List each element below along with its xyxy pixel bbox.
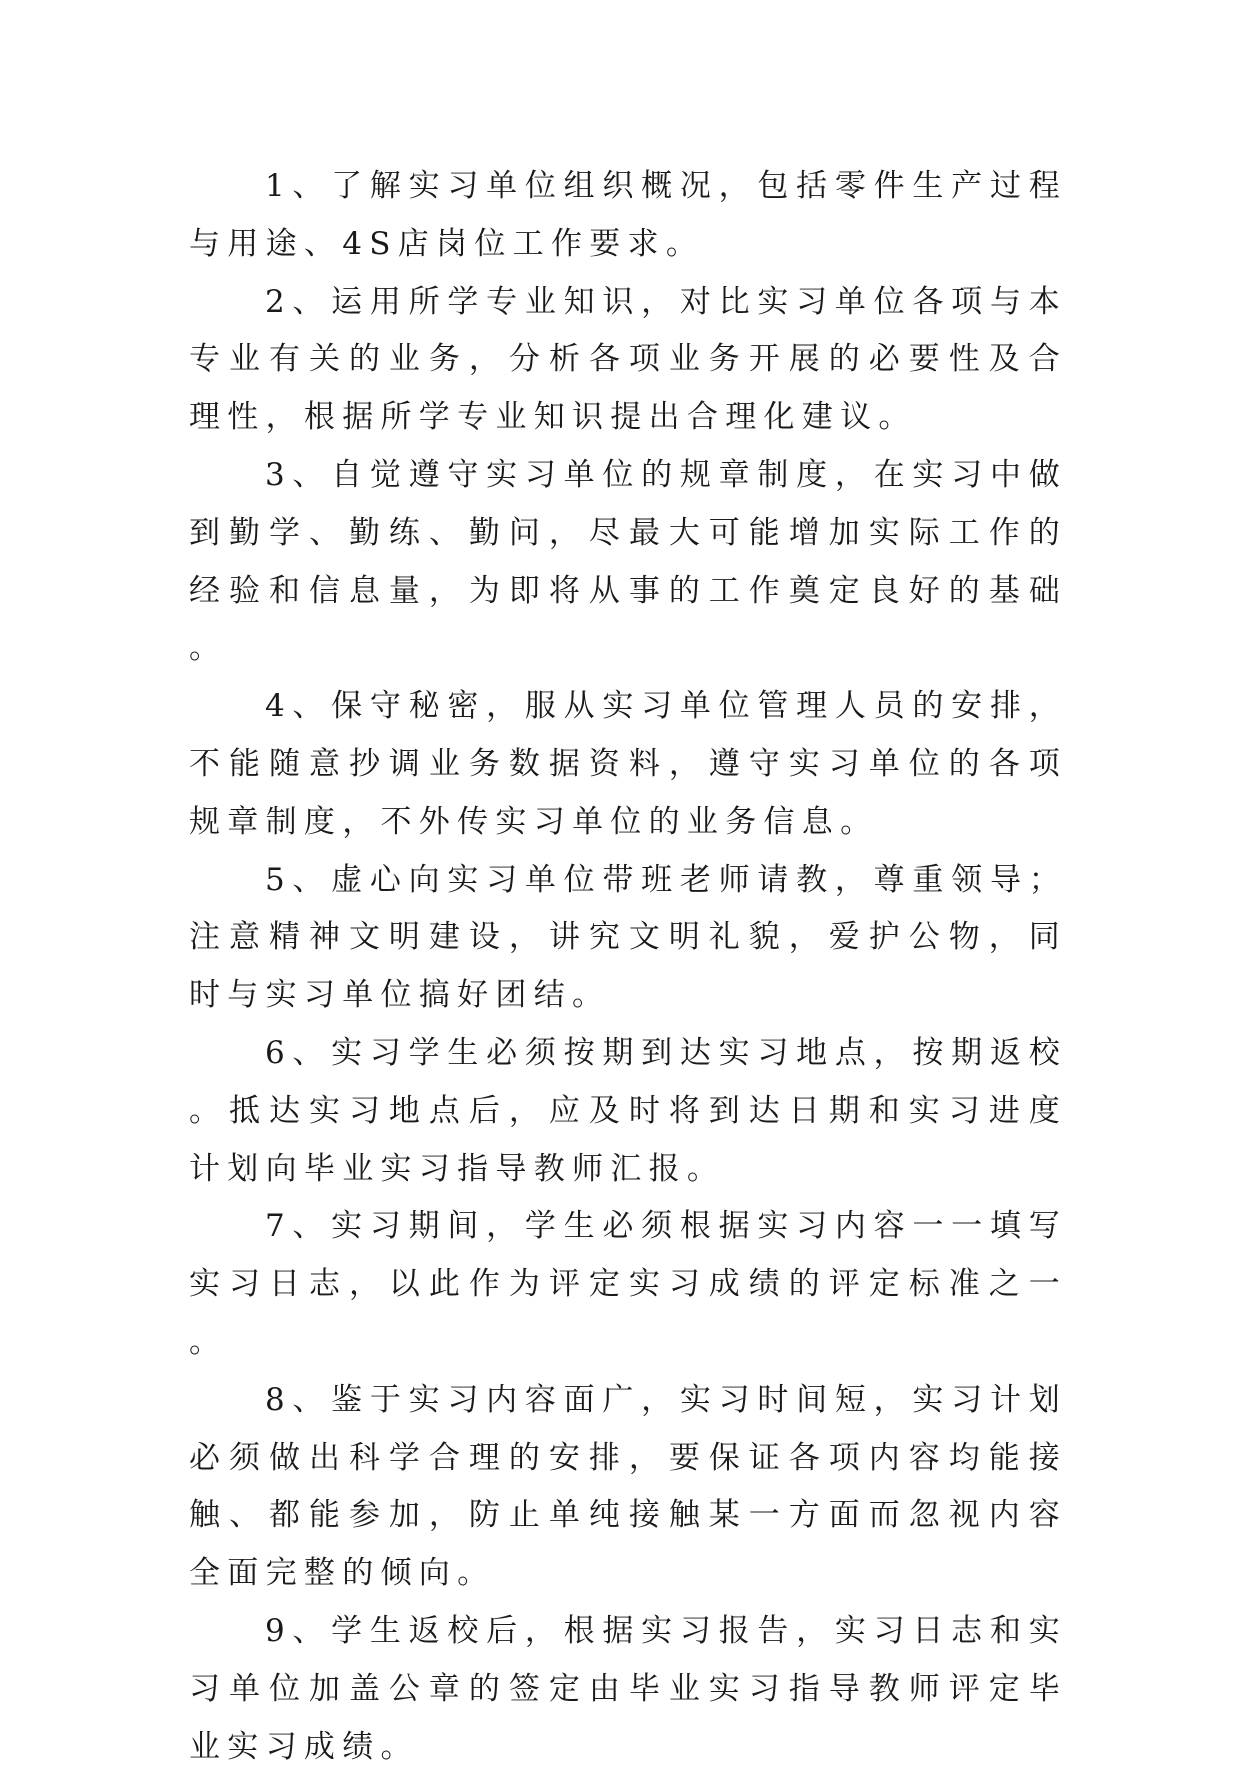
paragraph-1: 1、了解实习单位组织概况，包括零件生产过程与用途、4S店岗位工作要求。 — [189, 168, 1067, 262]
paragraph-9: 9、学生返校后，根据实习报告，实习日志和实习单位加盖公章的签定由毕业实习指导教师评定毕业实习成绩。 — [189, 1612, 1067, 1765]
paragraph-8: 8、鉴于实习内容面广，实习时间短，实习计划必须做出科学合理的安排，要保证各项内容均能接触、都能参加，防止单纯接触某一方面而忽视内容全面完整的倾向。 — [189, 1381, 1067, 1592]
paragraph-5: 5、虚心向实习单位带班老师请教，尊重领导；注意精神文明建设，讲究文明礼貌，爱护公物，同时与实习单位搞好团结。 — [189, 861, 1067, 1014]
paragraph-6: 6、实习学生必须按期到达实习地点，按期返校。抵达实习地点后，应及时将到达日期和实习进度计划向毕业实习指导教师汇报。 — [189, 1034, 1067, 1187]
paragraph-7: 7、实习期间，学生必须根据实习内容一一填写实习日志，以此作为评定实习成绩的评定标准之一。 — [189, 1208, 1067, 1360]
document-body — [189, 158, 1067, 1776]
paragraph-2: 2、运用所学专业知识，对比实习单位各项与本专业有关的业务，分析各项业务开展的必要性及合理性，根据所学专业知识提出合理化建议。 — [189, 283, 1067, 436]
paragraph-4: 4、保守秘密，服从实习单位管理人员的安排，不能随意抄调业务数据资料，遵守实习单位的各项规章制度，不外传实习单位的业务信息。 — [189, 688, 1067, 840]
paragraph-3: 3、自觉遵守实习单位的规章制度，在实习中做到勤学、勤练、勤问，尽最大可能增加实际工作的经验和信息量，为即将从事的工作奠定良好的基础。 — [189, 456, 1067, 667]
